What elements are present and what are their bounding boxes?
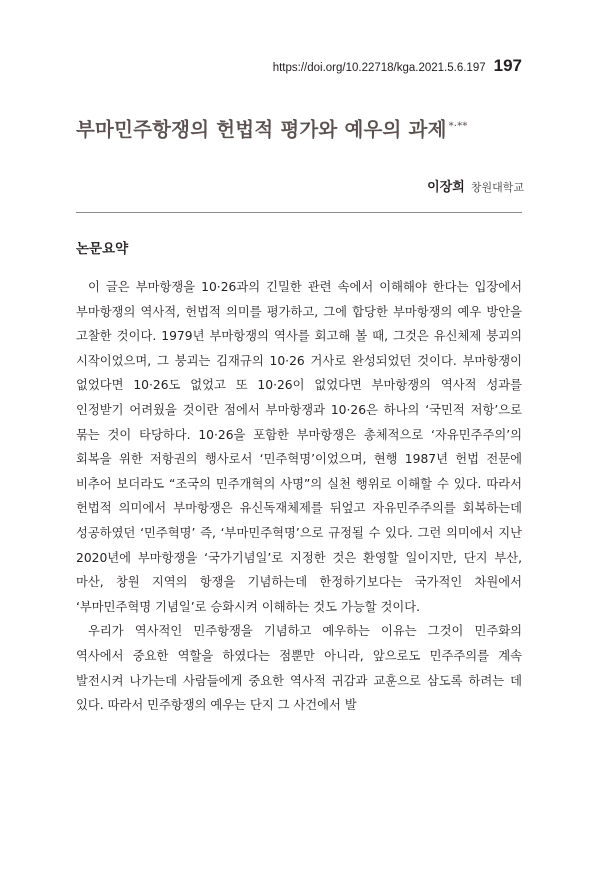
abstract-paragraph-2: 우리가 역사적인 민주항쟁을 기념하고 예우하는 이유는 그것이 민주화의 역사에서 중요한 역할을 하였다는 점뿐만 아니라, 앞으로도 민주주의를 계속 발전시켜 나가는데 사람들에게 중요한 역사적 귀감과 교훈으로 삼도록 하려는 데 있다. 따라서 민주항쟁의 예우는 단지 그 사건에서 발 [76,624,522,713]
title-footnote-marker: *·** [448,120,468,132]
abstract-heading: 논문요약 [76,241,129,257]
page-number: 197 [493,56,522,75]
title-divider [76,212,522,213]
running-header [273,56,522,76]
paper-title-text: 부마민주항쟁의 헌법적 평가와 예우의 과제 [76,118,447,141]
author-line [427,176,524,195]
author-name: 이장희 [427,180,465,195]
abstract-paragraph-1: 이 글은 부마항쟁을 10·26과의 긴밀한 관련 속에서 이해해야 한다는 입장에서 부마항쟁의 역사적, 헌법적 의미를 평가하고, 그에 합당한 부마항쟁의 예우 방안을 고찰한 것이다. 1979년 부마항쟁의 역사를 회고해 볼 때, 그것은 유신체제 붕괴의 시작이었으며, 그 붕괴는 김재규의 10·26 거사로 완성되었던 것이다. 부마항쟁이 없었다면 10·26도 없었고 또 10·26이 없었다면 부마항쟁의 역사적 성과를 인정받기 어려웠을 것이란 점에서 부마항쟁과 10·26은 하나의 ‘국민적 저항’으로 묶는 것이 타당하다. 10·26을 포함한 부마항쟁은 총체적으로 ‘자유민주주의’의 회복을 위한 저항권의 행사로서 ‘민주혁명’이었으며, 현행 1987년 헌법 전문에 비추어 보더라도 “조국의 민주개혁의 사명”의 실천 행위로 이해할 수 있다. 따라서 헌법적 의미에서 부마항쟁은 유신독재체제를 뒤엎고 자유민주주의를 회복하는데 성공하였던 ‘민주혁명’ 즉, ‘부마민주혁명’으로 규정될 수 있다. 그런 의미에서 지난 2020년에 부마항쟁을 ‘국가기념일’로 지정한 것은 환영할 일이지만, 단지 부산, 마산, 창원 지역의 항쟁을 기념하는데 한정하기보다는 국가적인 차원에서 ‘부마민주혁명 기념일’로 승화시켜 이해하는 것도 가능할 것이다. [76,280,522,614]
doi-link[interactable]: https://doi.org/10.22718/kga.2021.5.6.197 [272,62,486,74]
author-affiliation: 창원대학교 [470,181,524,194]
abstract-body [76,275,522,718]
paper-title [76,114,536,142]
